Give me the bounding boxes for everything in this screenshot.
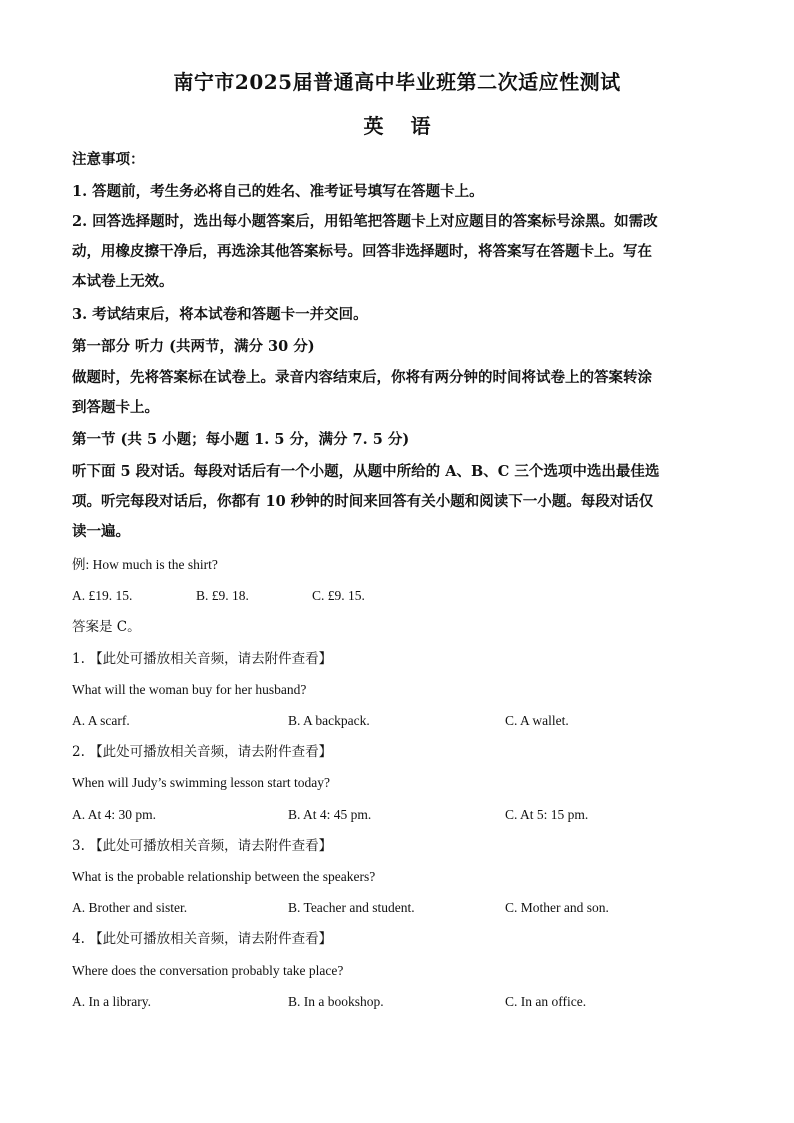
question-2-option-a: A. At 4: 30 pm. <box>72 807 157 822</box>
notice-item-2-line-1: 2. 回答选择题时，选出每小题答案后，用铅笔把答题卡上对应题目的答案标号涂黑。如需改 <box>72 213 658 230</box>
section1-desc-line-3: 读一遍。 <box>72 523 130 540</box>
example-option-c: C. £9. 15. <box>312 588 365 603</box>
section1-desc-line-2: 项。听完每段对话后，你都有 10 秒钟的时间来回答有关小题和阅读下一小题。每段对话仅 <box>72 493 654 510</box>
question-1-option-b: B. A backpack. <box>288 713 370 728</box>
example-question: 例: How much is the shirt? <box>72 557 218 572</box>
notice-item-2-line-2: 动，用橡皮擦干净后，再选涂其他答案标号。回答非选择题时，将答案写在答题卡上。写在 <box>72 243 652 260</box>
exam-subject: 英 语 <box>363 114 431 138</box>
exam-title: 南宁市2025届普通高中毕业班第二次适应性测试 <box>173 70 621 94</box>
question-1-text: What will the woman buy for her husband? <box>72 682 307 697</box>
question-1-option-a: A. A scarf. <box>72 713 130 728</box>
question-4-option-a: A. In a library. <box>72 994 151 1009</box>
audio-link-4[interactable]: 4. 【此处可播放相关音频，请去附件查看】 <box>72 931 333 947</box>
example-option-b: B. £9. 18. <box>196 588 249 603</box>
question-3-text: What is the probable relationship between the speakers? <box>72 869 376 884</box>
section1-heading: 第一节 (共 5 小题；每小题 1. 5 分，满分 7. 5 分) <box>72 431 410 448</box>
question-4-option-c: C. In an office. <box>505 994 587 1009</box>
notice-heading: 注意事项： <box>72 151 145 168</box>
part1-heading: 第一部分 听力 (共两节，满分 30 分) <box>72 338 315 355</box>
question-4-option-b: B. In a bookshop. <box>288 994 384 1009</box>
question-4-text: Where does the conversation probably take place? <box>72 963 344 978</box>
audio-link-3[interactable]: 3. 【此处可播放相关音频，请去附件查看】 <box>72 838 333 854</box>
audio-link-1[interactable]: 1. 【此处可播放相关音频，请去附件查看】 <box>72 651 333 667</box>
question-2-text: When will Judy’s swimming lesson start today? <box>72 775 330 790</box>
question-2-option-b: B. At 4: 45 pm. <box>288 807 372 822</box>
audio-link-2[interactable]: 2. 【此处可播放相关音频，请去附件查看】 <box>72 744 333 760</box>
question-3-option-a: A. Brother and sister. <box>72 900 188 915</box>
question-2-option-c: C. At 5: 15 pm. <box>505 807 589 822</box>
notice-item-1: 1. 答题前，考生务必将自己的姓名、准考证号填写在答题卡上。 <box>72 183 484 200</box>
part1-desc-line-2: 到答题卡上。 <box>72 399 159 416</box>
question-3-option-b: B. Teacher and student. <box>288 900 415 915</box>
question-3-option-c: C. Mother and son. <box>505 900 609 915</box>
question-1-option-c: C. A wallet. <box>505 713 569 728</box>
part1-desc-line-1: 做题时，先将答案标在试卷上。录音内容结束后，你将有两分钟的时间将试卷上的答案转涂 <box>72 369 652 386</box>
example-answer: 答案是 C。 <box>72 619 141 635</box>
section1-desc-line-1: 听下面 5 段对话。每段对话后有一个小题，从题中所给的 A、B、C 三个选项中选出最佳选 <box>72 463 660 480</box>
example-option-a: A. £19. 15. <box>72 588 133 603</box>
notice-item-2-line-3: 本试卷上无效。 <box>72 273 174 290</box>
notice-item-3: 3. 考试结束后，将本试卷和答题卡一并交回。 <box>72 306 368 323</box>
